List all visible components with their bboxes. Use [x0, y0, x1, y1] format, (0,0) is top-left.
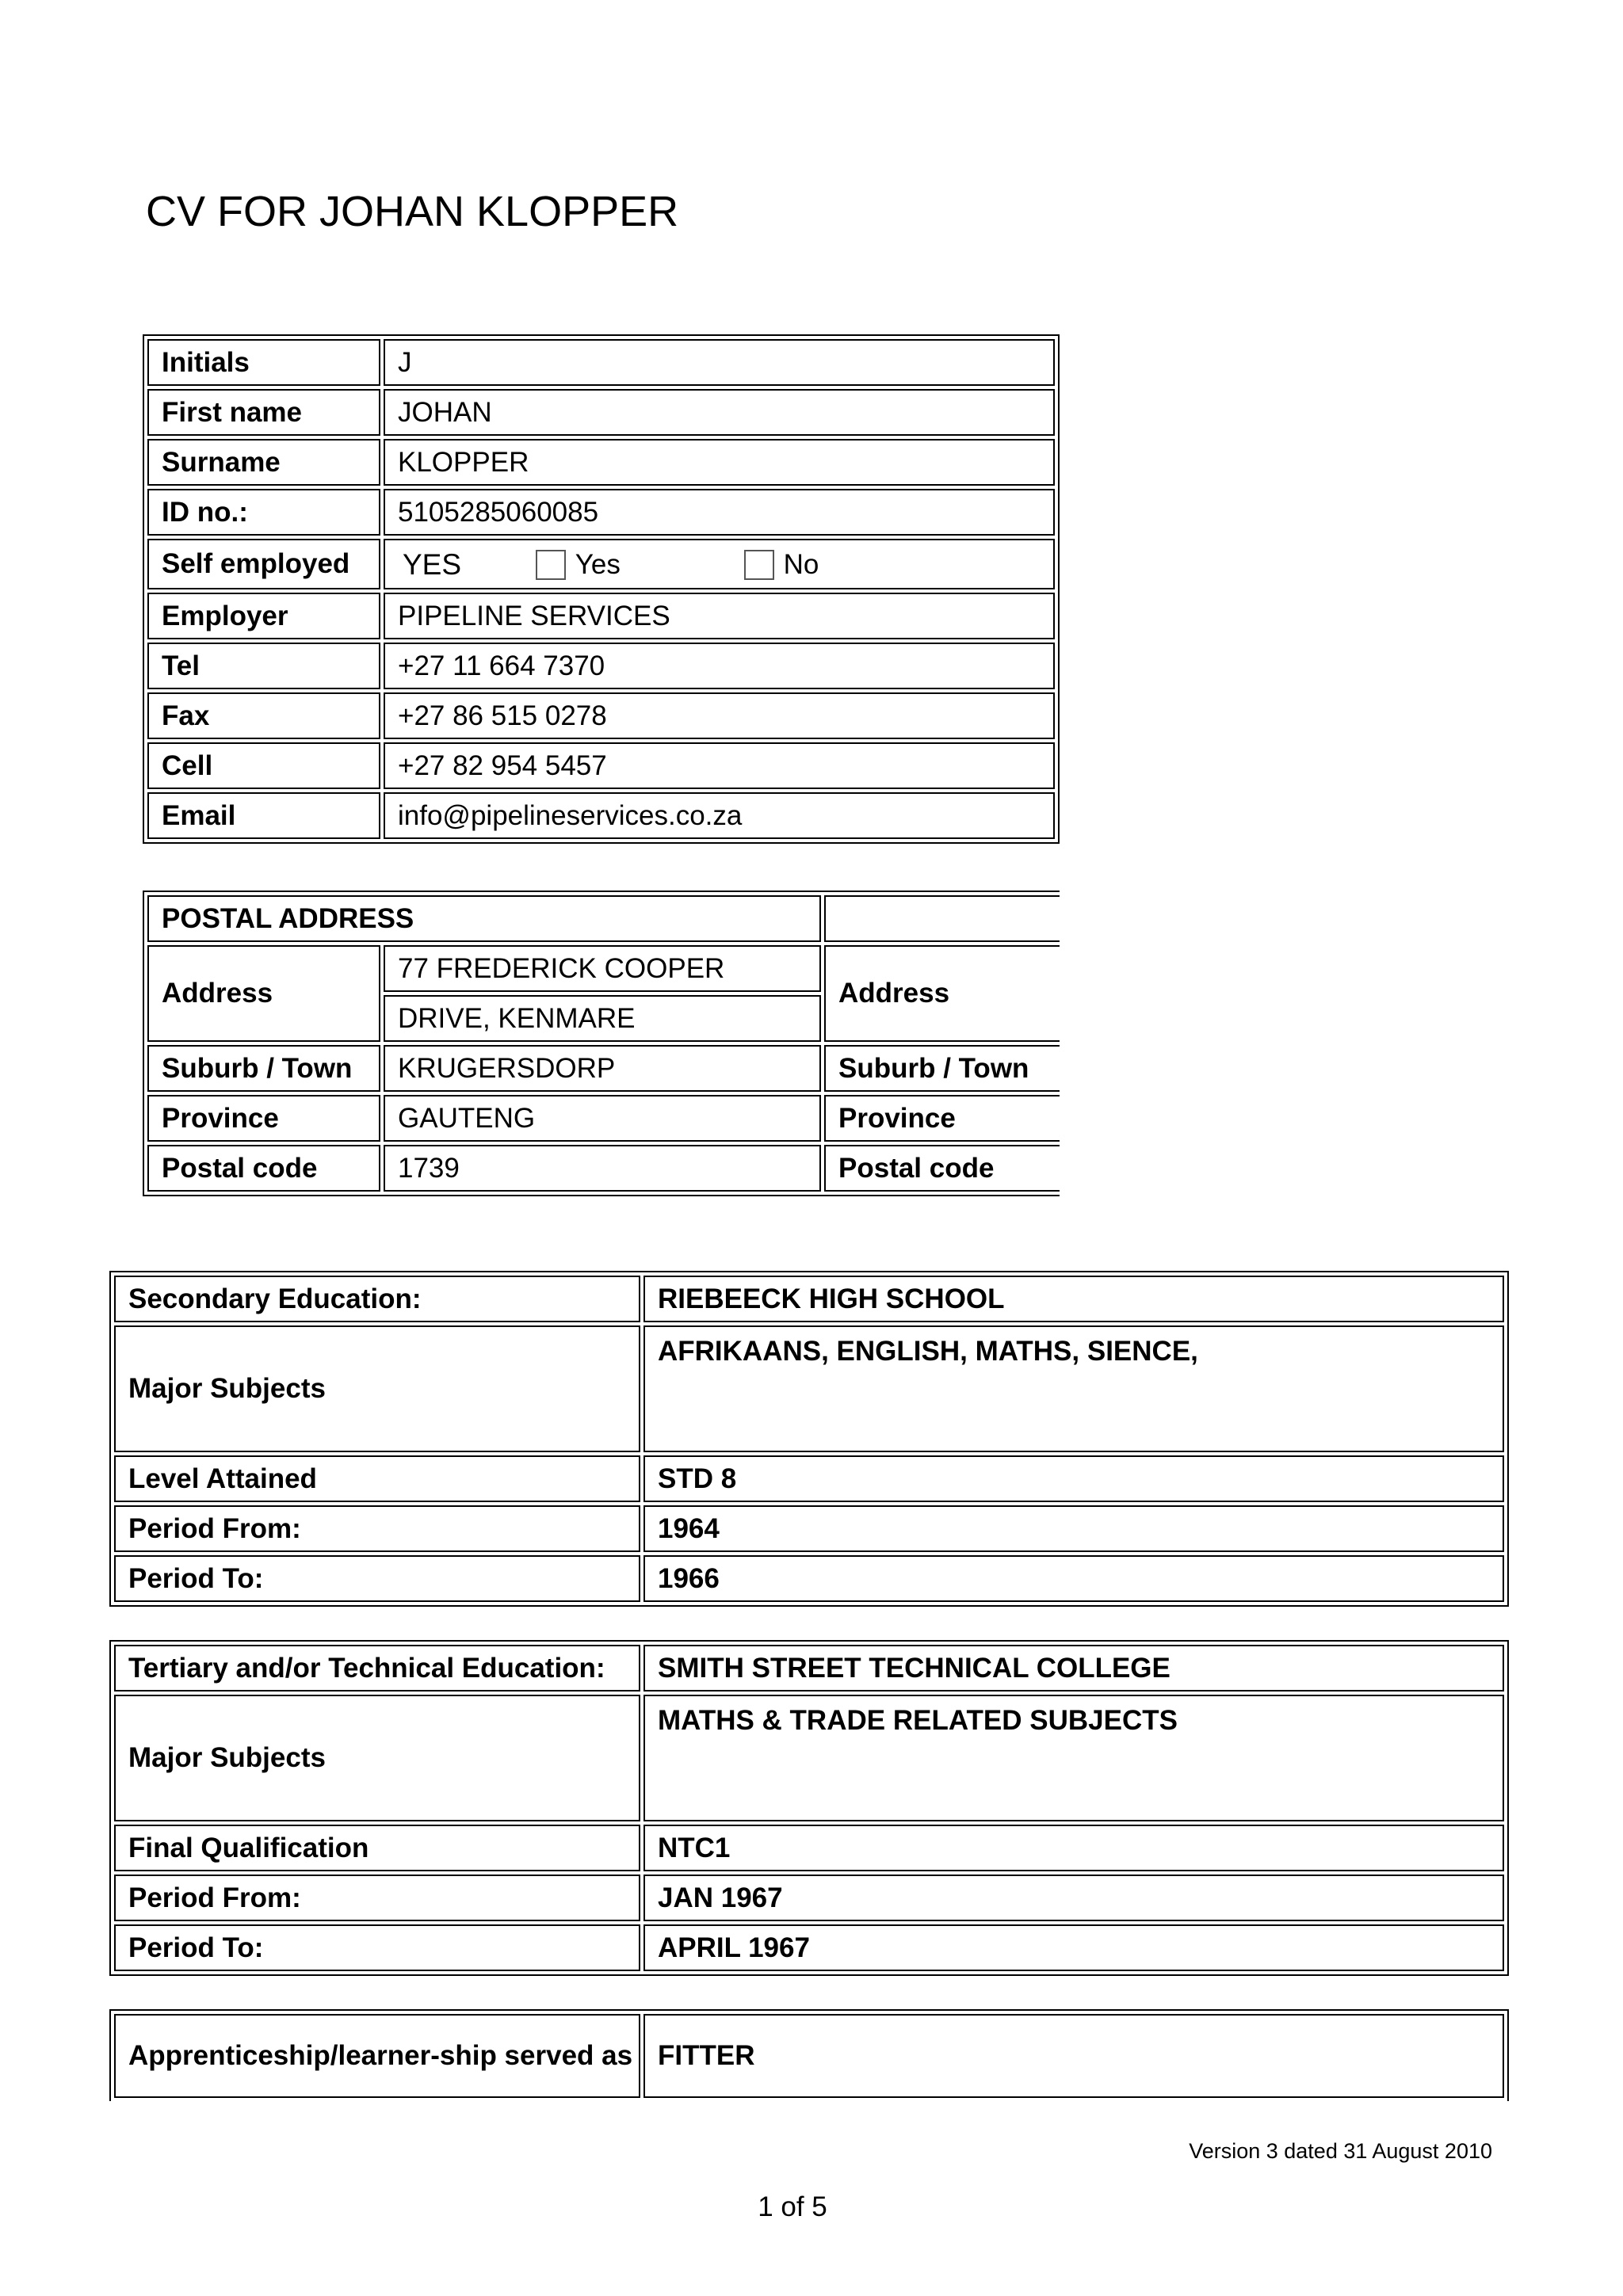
self-employed-value: YES: [403, 547, 462, 581]
page-number: 1 of 5: [758, 2191, 827, 2222]
tertiary-from-label: Period From:: [114, 1875, 640, 1921]
table-row: [147, 895, 1060, 942]
right-postal-code-label: Postal code: [824, 1145, 1060, 1192]
page-title: CV FOR JOHAN KLOPPER: [146, 188, 679, 235]
personal-details-table: [143, 334, 1060, 844]
email-value: info@pipelineservices.co.za: [384, 792, 1055, 839]
tertiary-to-value: APRIL 1967: [643, 1924, 1504, 1971]
level-attained-label: Level Attained: [114, 1455, 640, 1502]
tel-label: Tel: [147, 643, 380, 689]
secondary-education-table: [109, 1271, 1509, 1607]
province-value: GAUTENG: [384, 1095, 821, 1142]
initials-label: Initials: [147, 339, 380, 386]
province-label: Province: [147, 1095, 380, 1142]
no-label: No: [783, 548, 819, 580]
address-line-2: DRIVE, KENMARE: [384, 995, 821, 1042]
table-row: [114, 1455, 1504, 1502]
table-row: [114, 1924, 1504, 1971]
fax-label: Fax: [147, 692, 380, 739]
suburb-label: Suburb / Town: [147, 1045, 380, 1092]
apprenticeship-section: [109, 2009, 1510, 2101]
table-row: [114, 1695, 1504, 1821]
secondary-from-value: 1964: [643, 1505, 1504, 1552]
table-row: [147, 692, 1055, 739]
postal-address-section: [143, 891, 1060, 1203]
table-row: [147, 742, 1055, 789]
right-province-label: Province: [824, 1095, 1060, 1142]
secondary-subjects-label: Major Subjects: [114, 1325, 640, 1452]
yes-checkbox[interactable]: [536, 550, 566, 580]
table-row: [147, 1045, 1060, 1092]
secondary-subjects-value: AFRIKAANS, ENGLISH, MATHS, SIENCE,: [643, 1325, 1504, 1452]
table-row: [147, 339, 1055, 386]
id-value: 5105285060085: [384, 489, 1055, 536]
cell-label: Cell: [147, 742, 380, 789]
table-row: [147, 792, 1055, 839]
employer-label: Employer: [147, 593, 380, 639]
postal-code-label: Postal code: [147, 1145, 380, 1192]
tertiary-from-value: JAN 1967: [643, 1875, 1504, 1921]
table-row: [114, 1645, 1504, 1691]
tertiary-education-label: Tertiary and/or Technical Education:: [114, 1645, 640, 1691]
no-checkbox[interactable]: [744, 550, 774, 580]
initials-value: J: [384, 339, 1055, 386]
surname-label: Surname: [147, 439, 380, 486]
secondary-to-value: 1966: [643, 1555, 1504, 1602]
apprenticeship-value: FITTER: [643, 2014, 1504, 2098]
suburb-value: KRUGERSDORP: [384, 1045, 821, 1092]
table-row: [147, 489, 1055, 536]
table-row: [114, 1325, 1504, 1452]
final-qualification-label: Final Qualification: [114, 1825, 640, 1871]
postal-address-header: POSTAL ADDRESS: [147, 895, 821, 942]
table-row: [114, 1875, 1504, 1921]
table-row: [147, 1095, 1060, 1142]
surname-value: KLOPPER: [384, 439, 1055, 486]
tel-value: +27 11 664 7370: [384, 643, 1055, 689]
tertiary-subjects-label: Major Subjects: [114, 1695, 640, 1821]
first-name-value: JOHAN: [384, 389, 1055, 436]
right-suburb-label: Suburb / Town: [824, 1045, 1060, 1092]
level-attained-value: STD 8: [643, 1455, 1504, 1502]
final-qualification-value: NTC1: [643, 1825, 1504, 1871]
table-row: [114, 1276, 1504, 1322]
secondary-from-label: Period From:: [114, 1505, 640, 1552]
table-row: [147, 539, 1055, 589]
table-row: [147, 593, 1055, 639]
apprenticeship-label: Apprenticeship/learner-ship served as: [114, 2014, 640, 2098]
id-label: ID no.:: [147, 489, 380, 536]
secondary-education-label: Secondary Education:: [114, 1276, 640, 1322]
tertiary-to-label: Period To:: [114, 1924, 640, 1971]
tertiary-education-table: [109, 1640, 1509, 1976]
employer-value: PIPELINE SERVICES: [384, 593, 1055, 639]
tertiary-college-value: SMITH STREET TECHNICAL COLLEGE: [643, 1645, 1504, 1691]
secondary-to-label: Period To:: [114, 1555, 640, 1602]
table-row: [147, 1145, 1060, 1192]
tertiary-subjects-value: MATHS & TRADE RELATED SUBJECTS: [643, 1695, 1504, 1821]
postal-code-value: 1739: [384, 1145, 821, 1192]
version-note: Version 3 dated 31 August 2010: [1189, 2139, 1492, 2163]
fax-value: +27 86 515 0278: [384, 692, 1055, 739]
apprenticeship-table: [109, 2009, 1509, 2101]
self-employed-cell: [384, 539, 1055, 589]
table-row: [114, 1555, 1504, 1602]
first-name-label: First name: [147, 389, 380, 436]
table-row: [147, 945, 1060, 992]
email-label: Email: [147, 792, 380, 839]
empty-header-cell: [824, 895, 1060, 942]
table-row: [147, 389, 1055, 436]
yes-label: Yes: [575, 548, 621, 580]
table-row: [114, 1825, 1504, 1871]
self-employed-label: Self employed: [147, 539, 380, 589]
address-line-1: 77 FREDERICK COOPER: [384, 945, 821, 992]
cell-value: +27 82 954 5457: [384, 742, 1055, 789]
secondary-school-value: RIEBEECK HIGH SCHOOL: [643, 1276, 1504, 1322]
right-address-label: Address: [824, 945, 1060, 1042]
table-row: [114, 1505, 1504, 1552]
postal-address-table: [143, 891, 1060, 1196]
table-row: [147, 439, 1055, 486]
address-label: Address: [147, 945, 380, 1042]
table-row: [147, 643, 1055, 689]
table-row: [114, 2014, 1504, 2098]
